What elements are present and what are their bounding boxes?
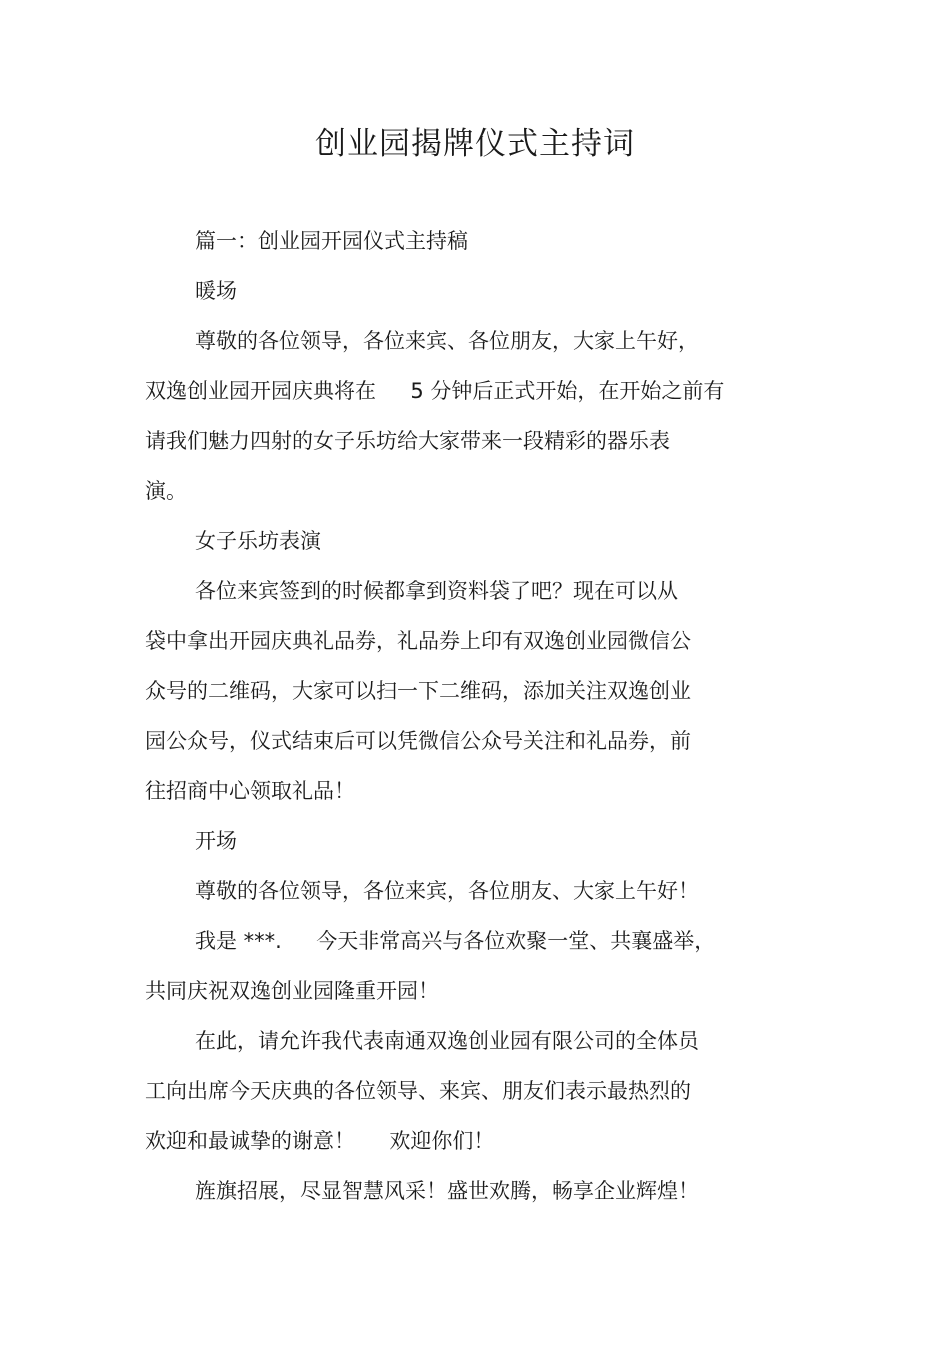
paragraph-line: 各位来宾签到的时候都拿到资料袋了吧？现在可以从: [195, 579, 678, 603]
section-label-opening: 开场: [195, 829, 237, 853]
paragraph-line: 尊敬的各位领导，各位来宾、各位朋友，大家上午好，: [195, 329, 699, 353]
paragraph-line: 共同庆祝双逸创业园隆重开园！: [145, 979, 439, 1003]
paragraph-line: 请我们魅力四射的女子乐坊给大家带来一段精彩的器乐表: [145, 429, 670, 453]
paragraph-line: 在此，请允许我代表南通双逸创业园有限公司的全体员: [195, 1029, 699, 1053]
paragraph-line: 袋中拿出开园庆典礼品券，礼品券上印有双逸创业园微信公: [145, 629, 691, 653]
paragraph-line: 尊敬的各位领导，各位来宾，各位朋友、大家上午好！: [195, 879, 699, 903]
paragraph-line: 工向出席今天庆典的各位领导、来宾、朋友们表示最热烈的: [145, 1079, 691, 1103]
section-label-performance: 女子乐坊表演: [195, 529, 321, 553]
paragraph-line: 众号的二维码，大家可以扫一下二维码，添加关注双逸创业: [145, 679, 691, 703]
paragraph-line: 我是 ***. 今天非常高兴与各位欢聚一堂、共襄盛举，: [195, 929, 716, 953]
paragraph-line: 园公众号，仪式结束后可以凭微信公众号关注和礼品券，前: [145, 729, 691, 753]
paragraph-line: 双逸创业园开园庆典将在 5 分钟后正式开始，在开始之前有: [145, 379, 725, 403]
document-title: 创业园揭牌仪式主持词: [315, 126, 635, 162]
paragraph-line: 旌旗招展，尽显智慧风采！盛世欢腾，畅享企业辉煌！: [195, 1179, 699, 1203]
section-label-warmup: 暖场: [195, 279, 237, 303]
paragraph-line: 演。: [145, 479, 187, 503]
paragraph-line: 往招商中心领取礼品！: [145, 779, 355, 803]
section-heading-1: 篇一：创业园开园仪式主持稿: [195, 229, 468, 253]
paragraph-line: 欢迎和最诚挚的谢意！ 欢迎你们！: [145, 1129, 495, 1153]
